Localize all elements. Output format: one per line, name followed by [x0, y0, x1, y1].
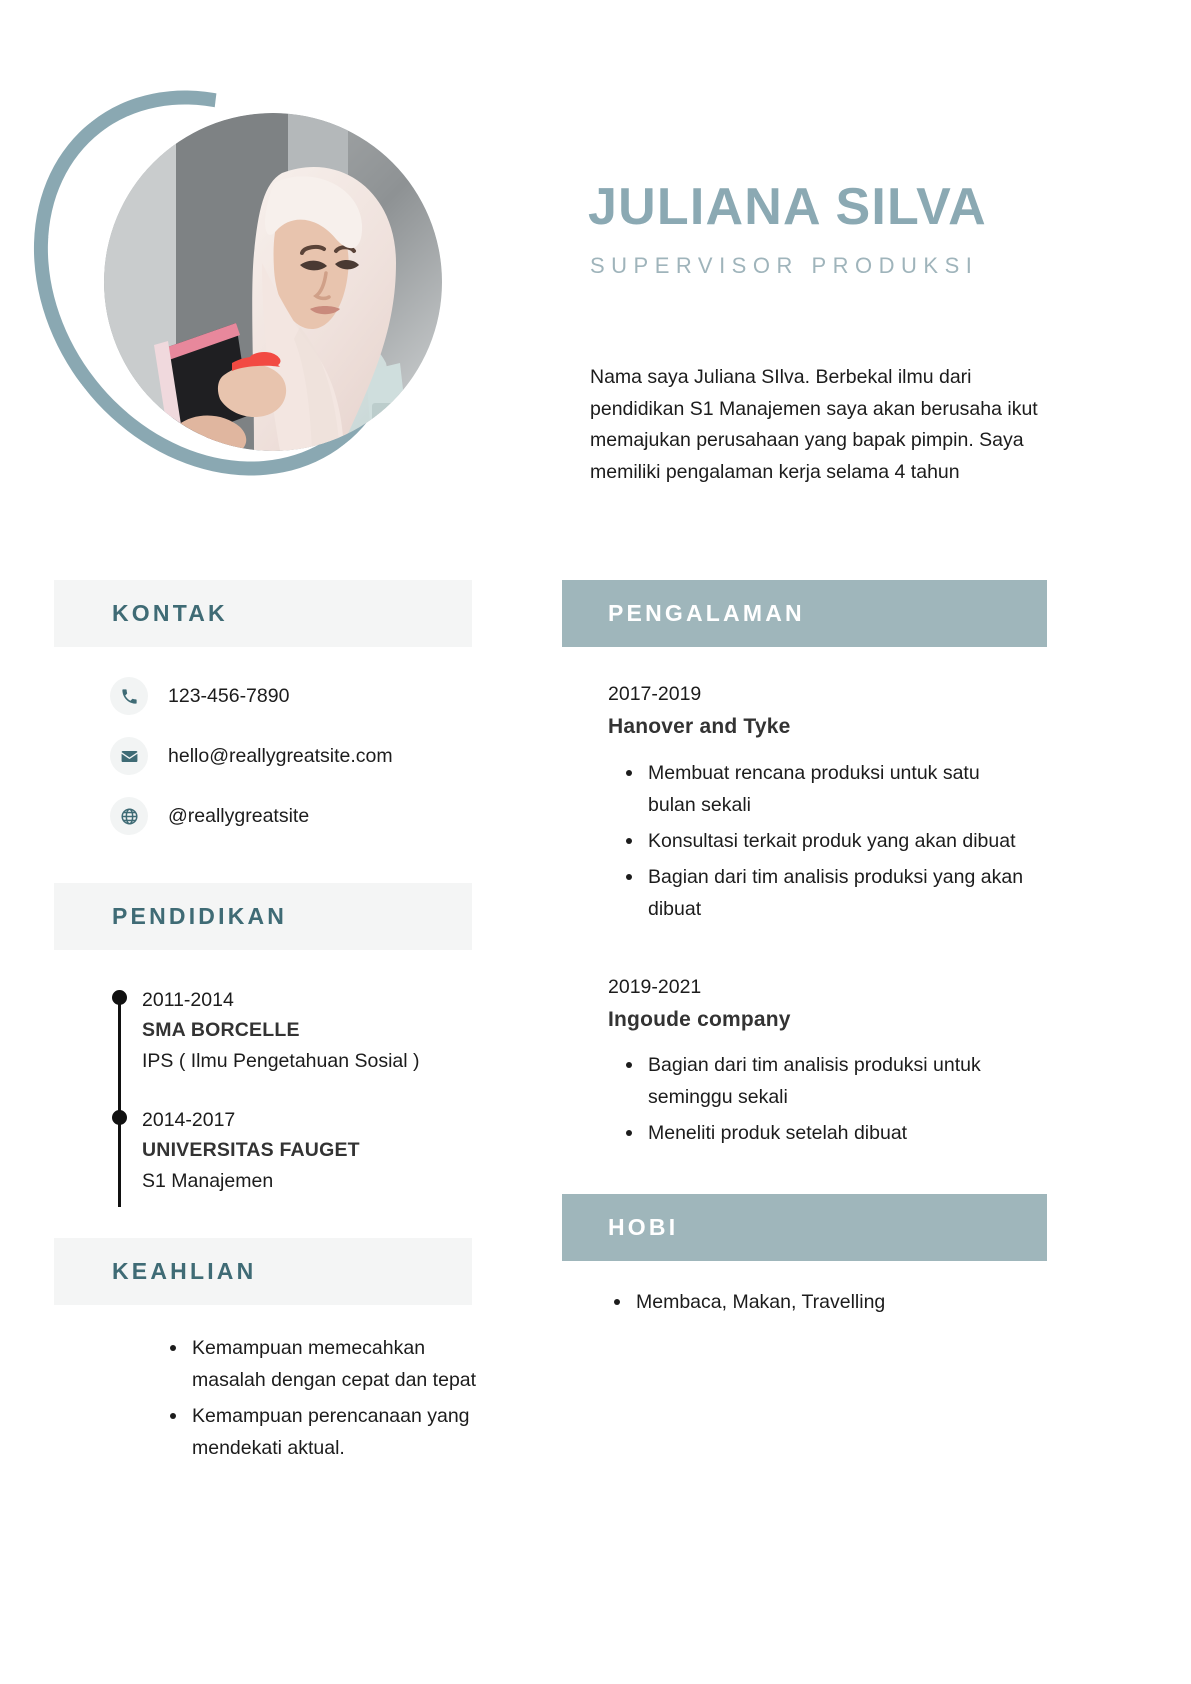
profile-summary: Nama saya Juliana SIlva. Berbekal ilmu dari pendidikan S1 Manajemen saya akan berusaha ikut memajukan perusahaan yang bapak pimpin. Saya memiliki pengalaman kerja selama 4 tahun — [590, 366, 1038, 483]
section-heading-hobi: HOBI — [562, 1194, 1047, 1261]
right-column — [562, 580, 1047, 1323]
job-role-subtitle: SUPERVISOR PRODUKSI — [590, 252, 979, 278]
education-timeline — [112, 986, 472, 1196]
experience-duties — [626, 758, 1028, 926]
section-heading-pendidikan: PENDIDIKAN — [54, 883, 472, 950]
page-title: JULIANA SILVA — [588, 178, 987, 236]
list-item — [142, 1106, 472, 1196]
avatar — [104, 113, 442, 451]
experience-duties — [626, 1050, 1028, 1150]
list-item[interactable] — [54, 737, 472, 775]
education-school: SMA BORCELLE — [142, 1019, 300, 1042]
education-major: S1 Manajemen — [142, 1169, 274, 1192]
list-item — [142, 986, 472, 1076]
education-school: UNIVERSITAS FAUGET — [142, 1139, 360, 1162]
contact-list — [54, 677, 472, 835]
list-item: Kemampuan memecahkan masalah dengan cepat dan tepat — [170, 1333, 500, 1397]
education-date: 2011-2014 — [142, 989, 234, 1011]
list-item: Kemampuan perencanaan yang mendekati aktual. — [170, 1401, 500, 1465]
portrait-photo-icon — [104, 113, 442, 451]
email-icon — [110, 737, 148, 775]
globe-icon — [110, 797, 148, 835]
name-block — [588, 180, 1148, 279]
experience-company: Ingoude company — [608, 1007, 791, 1031]
timeline-dot-icon — [112, 1110, 127, 1125]
experience-company: Hanover and Tyke — [608, 715, 791, 739]
profile-photo-block — [48, 68, 448, 498]
section-heading-kontak: KONTAK — [54, 580, 472, 647]
left-column — [54, 580, 477, 1469]
list-item: Membaca, Makan, Travelling — [614, 1287, 1047, 1319]
section-heading-pengalaman: PENGALAMAN — [562, 580, 1047, 647]
resume-header — [0, 0, 1191, 560]
experience-item — [608, 679, 1028, 926]
list-item: Bagian dari tim analisis produksi untuk seminggu sekali — [626, 1050, 1028, 1114]
skills-list — [170, 1333, 500, 1465]
hobbies-list — [614, 1287, 1047, 1319]
list-item: Bagian dari tim analisis produksi yang akan dibuat — [626, 862, 1028, 926]
experience-date: 2017-2019 — [608, 683, 702, 705]
list-item: Membuat rencana produksi untuk satu bulan sekali — [626, 758, 1028, 822]
website-value: @reallygreatsite — [168, 804, 310, 827]
education-date: 2014-2017 — [142, 1109, 236, 1132]
timeline-dot-icon — [112, 990, 127, 1005]
experience-item — [608, 972, 1028, 1151]
list-item[interactable] — [54, 677, 472, 715]
experience-date: 2019-2021 — [608, 975, 702, 998]
phone-icon — [110, 677, 148, 715]
list-item: Meneliti produk setelah dibuat — [626, 1118, 1028, 1150]
list-item: Konsultasi terkait produk yang akan dibuat — [626, 826, 1028, 858]
phone-value: 123-456-7890 — [168, 684, 290, 707]
section-heading-keahlian: KEAHLIAN — [54, 1238, 472, 1305]
education-major: IPS ( Ilmu Pengetahuan Sosial ) — [142, 1049, 420, 1072]
timeline-line — [118, 995, 121, 1207]
list-item[interactable] — [54, 797, 472, 835]
email-value: hello@reallygreatsite.com — [168, 744, 393, 767]
